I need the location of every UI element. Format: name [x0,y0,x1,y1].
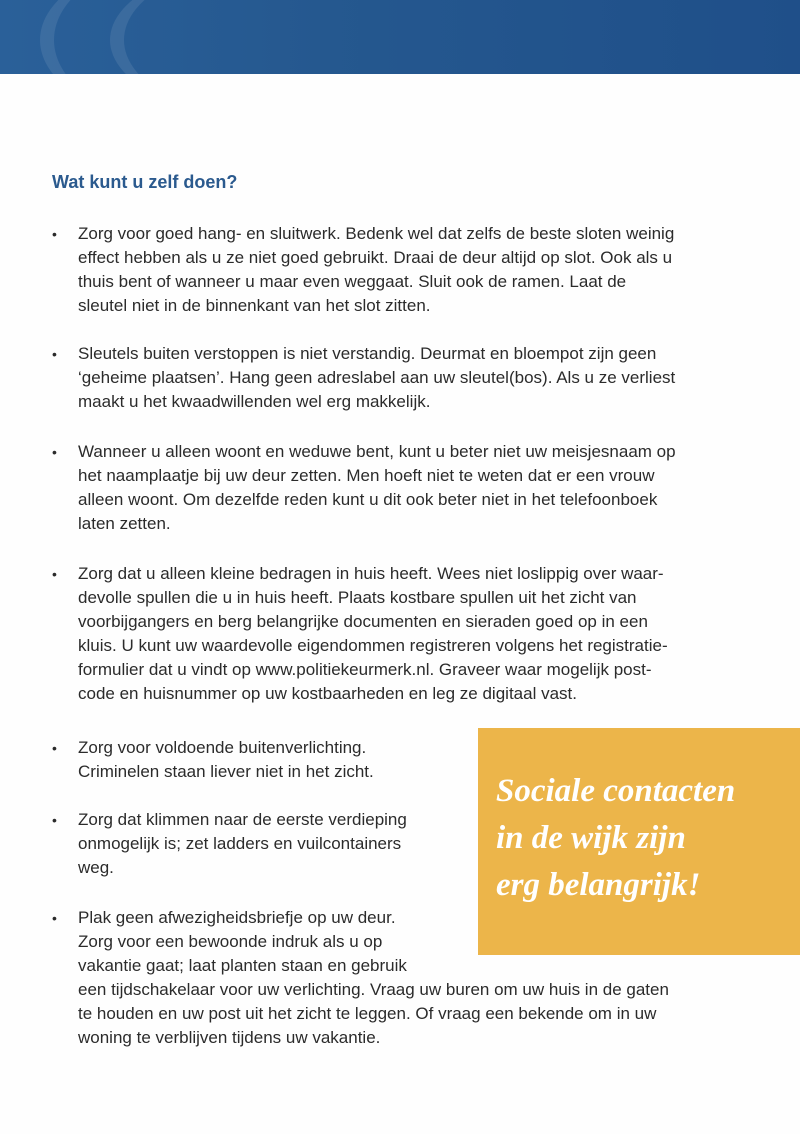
callout-line: erg belangrijk! [496,867,701,903]
bullet-text-line: Criminelen staan liever niet in het zicht. [78,762,374,781]
bullet-item [52,342,675,414]
bullet-text-line: sleutel niet in de binnenkant van het slot zitten. [78,296,431,315]
bullet-item [52,440,676,536]
bullet-text-line: Zorg dat u alleen kleine bedragen in huis heeft. Wees niet loslippig over waar- [78,564,664,583]
bullet-text-line: onmogelijk is; zet ladders en vuilcontainers [78,834,402,853]
bullet-text-line: laten zetten. [78,514,171,533]
callout-text [496,768,735,909]
section-heading: Wat kunt u zelf doen? [52,172,238,192]
header-banner [0,0,800,74]
bullet-text-line: thuis bent of wanneer u maar even weggaat. Sluit ook de ramen. Laat de [78,272,627,291]
bullet-text-line: code en huisnummer op uw kostbaarheden en leg ze digitaal vast. [78,684,577,703]
callout-line: in de wijk zijn [496,820,686,856]
bullet-item [52,562,668,706]
bullet-text-line: effect hebben als u ze niet goed gebruikt. Draai de deur altijd op slot. Ook als u [78,248,673,267]
bullet-text-line: alleen woont. Om dezelfde reden kunt u dit ook beter niet in het telefoonboek [78,490,658,509]
bullet-text-line: formulier dat u vindt op www.politiekeurmerk.nl. Graveer waar mogelijk post- [78,660,652,679]
bullet-icon: • [52,740,57,756]
bullet-icon: • [52,226,57,242]
bullet-icon: • [52,566,57,582]
bullet-text-line: devolle spullen die u in huis heeft. Plaats kostbare spullen uit het zicht van [78,588,637,607]
bullet-text-line: voorbijgangers en berg belangrijke documenten en sieraden goed op in een [78,612,648,631]
bullet-icon: • [52,812,57,828]
callout-line: Sociale contacten [496,773,736,809]
callout-box [478,728,800,955]
bullet-text-line: woning te verblijven tijdens uw vakantie. [78,1028,381,1047]
bullet-icon: • [52,346,57,362]
bullet-text-line: een tijdschakelaar voor uw verlichting. Vraag uw buren om uw huis in de gaten [78,980,669,999]
bullet-item [52,222,674,318]
bullet-text-line: Sleutels buiten verstoppen is niet verstandig. Deurmat en bloempot zijn geen [78,344,657,363]
bullet-icon: • [52,910,57,926]
bullet-text-line: het naamplaatje bij uw deur zetten. Men hoeft niet te weten dat er een vrouw [78,466,655,485]
bullet-text-line: te houden en uw post uit het zicht te leggen. Of vraag een bekende om in uw [78,1004,657,1023]
bullet-text-line: Wanneer u alleen woont en weduwe bent, kunt u beter niet uw meisjesnaam op [78,442,676,461]
bullet-text-line: weg. [78,858,114,877]
bullet-icon: • [52,444,57,460]
bullet-text-line: Zorg dat klimmen naar de eerste verdieping [78,810,407,829]
bullet-text-line: Plak geen afwezigheidsbriefje op uw deur. [78,908,396,927]
bullet-item [52,736,374,784]
bullet-text-line: vakantie gaat; laat planten staan en gebruik [78,956,407,975]
banner-swoosh-decoration [110,0,444,74]
bullet-text-line: Zorg voor een bewoonde indruk als u op [78,932,383,951]
bullet-item [52,808,407,880]
bullet-text-line: ‘geheime plaatsen’. Hang geen adreslabel aan uw sleutel(bos). Als u ze verliest [78,368,676,387]
bullet-text-line: Zorg voor goed hang- en sluitwerk. Bedenk wel dat zelfs de beste sloten weinig [78,224,675,243]
bullet-text-line: Zorg voor voldoende buitenverlichting. [78,738,367,757]
bullet-text-line: maakt u het kwaadwillenden wel erg makkelijk. [78,392,431,411]
bullet-text-line: kluis. U kunt uw waardevolle eigendommen registreren volgens het registratie- [78,636,668,655]
